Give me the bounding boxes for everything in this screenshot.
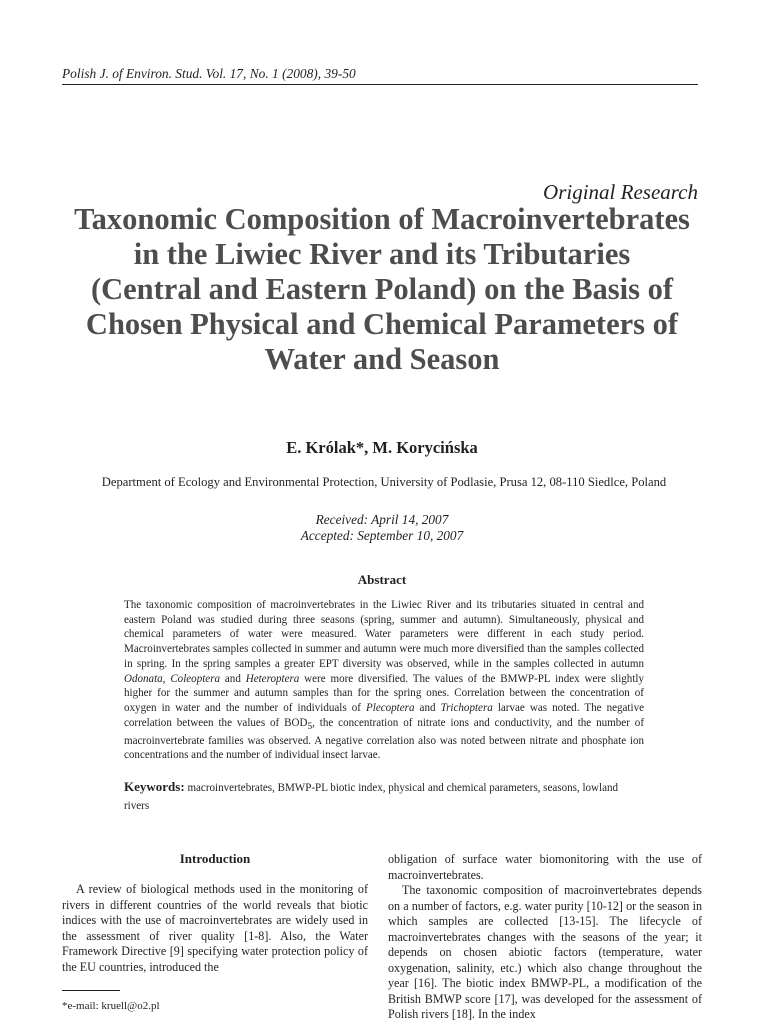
footnote-rule [62,990,120,991]
abstract-separator: , [162,672,171,685]
keywords [124,778,644,815]
authors: E. Królak*, M. Korycińska [286,438,478,457]
title-line: Water and Season [264,342,500,376]
keywords-text: macroinvertebrates, BMWP-PL biotic index, physical and chemical parameters, seasons, lowland rivers [124,782,619,812]
taxon-name: Trichoptera [440,701,493,714]
abstract-part: The taxonomic composition of macroinvertebrates in the Liwiec River and its tributaries situated in central and eastern Poland was studied during three seasons (spring, summer and autumn). Simultaneously, physical and chemical parameters of water were measured. Water parameters were different in each study period. Macroinvertebrates samples collected in summer and autumn were much more diversified than the samples collected in spring. In the spring samples a greater EPT diversity was observed, while in the samples collected in autumn [124,599,644,670]
taxon-name: Heteroptera [245,672,300,685]
introduction-paragraph: The taxonomic composition of macroinvertebrates depends on a number of factors, e.g. water purity [10-12] or the season in which samples are collected [13-15]. The lifecycle of macroinvertebrates changes with the seasons of the year; it depends on chosen abiotic factors (temperature, water oxygenation, salinity, etc.) which also change throughout the year [16]. The biotic index BMWP-PL, a modification of the British BMWP score [17], was developed for the assessment of Polish rivers [18]. In the index [388,883,702,1021]
dates [62,512,702,544]
footnote-email: *e-mail: kruell@o2.pl [62,1000,160,1012]
abstract-part: , the concentration of nitrate ions and conductivity, and the number of macroinvertebrate families was observed. A negative correlation also was noted between nitrate and phosphate ion concentrations and the number of individual insect larvae. [124,716,644,762]
abstract-separator: and [220,672,246,685]
bod-subscript: 5 [307,720,313,731]
introduction-heading: Introduction [179,851,251,866]
taxon-name: Odonata [124,672,163,685]
abstract-separator: and [414,701,441,714]
title-line: in the Liwiec River and its Tributaries [133,237,631,271]
taxon-name: Coleoptera [170,672,221,685]
title-line: (Central and Eastern Poland) on the Basis of [90,272,674,306]
taxon-name: Plecoptera [366,701,415,714]
abstract-part: larvae was noted. The negative correlation between the values of BOD [124,701,644,729]
journal-header: Polish J. of Environ. Stud. Vol. 17, No. 1 (2008), 39-50 [62,66,356,81]
introduction-paragraph-continued: obligation of surface water biomonitoring with the use of macroinvertebrates. [388,852,702,882]
header-rule [62,84,698,85]
accepted-date: Accepted: September 10, 2007 [300,528,464,543]
abstract-text [124,598,644,763]
article-title [62,202,702,377]
received-date: Received: April 14, 2007 [315,512,449,527]
title-line: Chosen Physical and Chemical Parameters of [85,307,679,341]
introduction-paragraph: A review of biological methods used in the monitoring of rivers in different countries of the world reveals that biotic indices with the use of macroinvertebrates are widely used in the assessment of river quality [1-8]. Also, the Water Framework Directive [9] specifying water protection policy of the EU countries, introduced the [62,882,368,974]
abstract-heading: Abstract [357,572,407,587]
affiliation: Department of Ecology and Environmental Protection, University of Podlasie, Prusa 12, 08-110 Siedlce, Poland [101,475,667,489]
right-column [388,852,702,1023]
abstract-part: were more diversified. The values of the BMWP-PL index were slightly higher for the summer and autumn samples than for the spring ones. Correlation between the concentration of oxygen in water and the number of individuals of [124,672,644,714]
article-type: Original Research [543,180,698,204]
keywords-label: Keywords: [124,779,185,794]
title-line: Taxonomic Composition of Macroinvertebrates [74,202,690,236]
